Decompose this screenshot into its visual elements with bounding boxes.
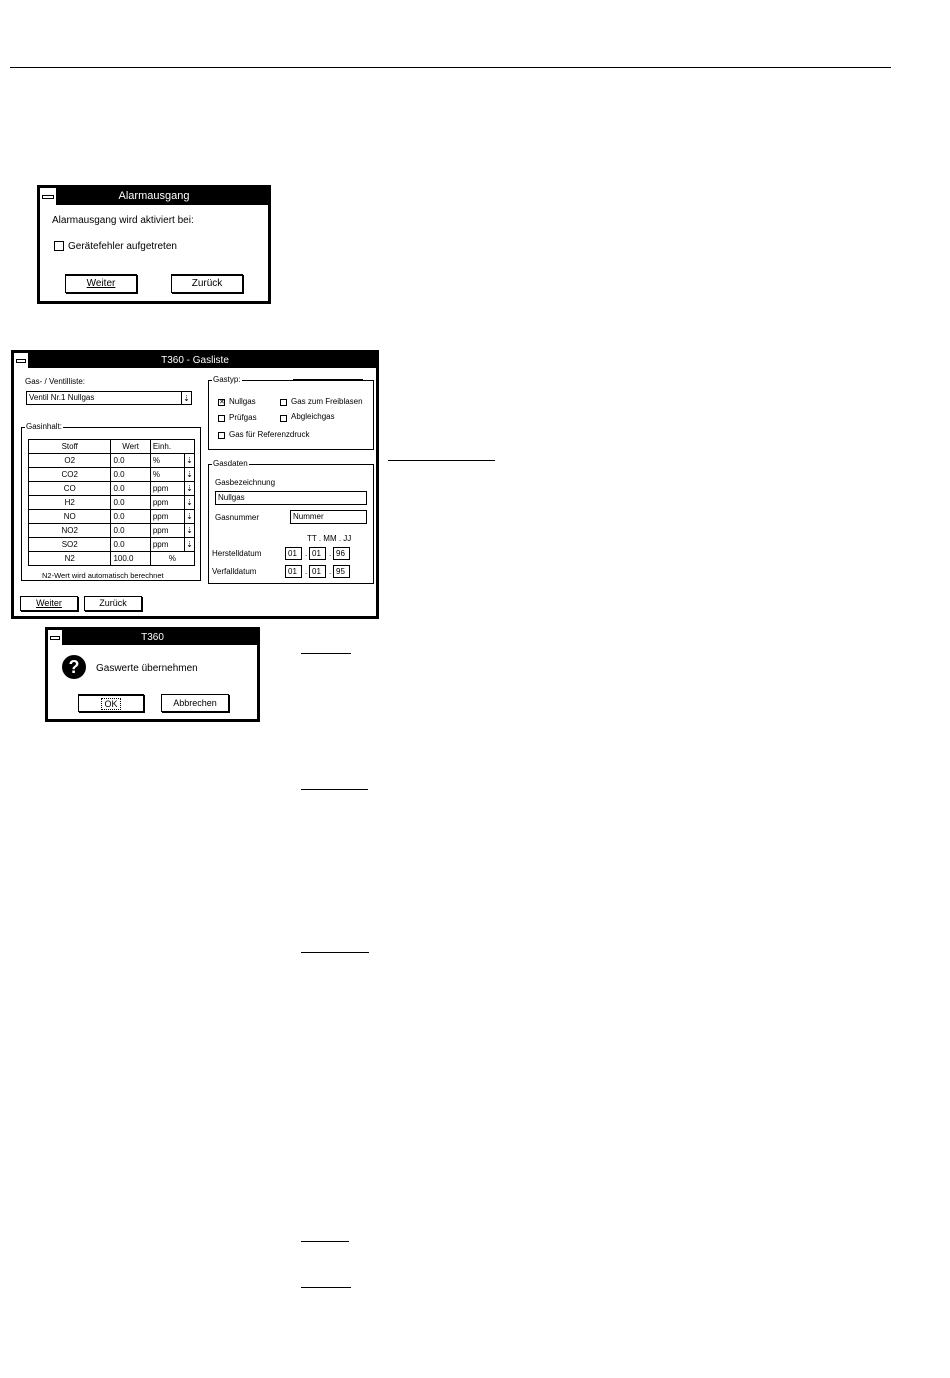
decorative-rule	[301, 789, 368, 790]
table-row	[29, 496, 195, 510]
alarm-back-label: Zurück	[191, 278, 223, 289]
header-value: Wert	[111, 440, 150, 454]
gas-name-value: Nullgas	[218, 493, 245, 502]
confirm-dialog-titlebar	[48, 630, 257, 645]
unit-dropdown[interactable]	[150, 468, 194, 482]
substance-cell: CO	[29, 482, 111, 496]
gas-list-titlebar	[14, 353, 376, 368]
dropdown-arrow-icon[interactable]: ⇣	[184, 482, 194, 495]
expiry-year-value: 95	[336, 567, 345, 576]
table-row	[29, 524, 195, 538]
confirm-dialog-title: T360	[141, 632, 164, 643]
alarm-next-label: Weiter	[86, 278, 116, 289]
decorative-rule	[298, 351, 358, 352]
confirm-message: Gaswerte übernehmen	[96, 663, 198, 674]
pruefgas-label: Prüfgas	[229, 413, 257, 422]
gas-list-dialog	[11, 350, 379, 619]
gas-back-button[interactable]	[84, 596, 142, 611]
dropdown-arrow-icon[interactable]: ⇣	[184, 538, 194, 551]
abgleichgas-label: Abgleichgas	[291, 412, 335, 421]
gas-number-input[interactable]	[290, 510, 367, 524]
gas-data-label: Gasdaten	[213, 459, 248, 468]
gas-list-title: T360 - Gasliste	[161, 355, 229, 366]
value-input[interactable]: 0.0	[111, 468, 150, 482]
gas-back-label: Zurück	[99, 598, 127, 608]
question-icon: ?	[62, 655, 86, 679]
gas-name-input[interactable]	[215, 491, 367, 505]
date-separator: .	[305, 567, 308, 576]
nullgas-checkbox[interactable]: ✕	[219, 399, 225, 406]
date-format-header: TT . MM . JJ	[307, 534, 352, 543]
dropdown-arrow-icon[interactable]: ⇣	[184, 510, 194, 523]
substance-cell: SO2	[29, 538, 111, 552]
manufacture-day-input[interactable]	[285, 547, 302, 560]
system-menu-icon[interactable]	[48, 630, 63, 645]
date-separator: .	[305, 549, 308, 558]
gas-content-group	[21, 422, 201, 581]
gas-data-group	[208, 459, 374, 584]
unit-value: %	[152, 456, 160, 465]
gas-number-label: Gasnummer	[215, 513, 260, 522]
manufacture-day-value: 01	[288, 549, 297, 558]
table-row	[29, 468, 195, 482]
gas-content-table	[28, 439, 195, 566]
expiry-day-input[interactable]	[285, 565, 302, 578]
substance-cell: O2	[29, 454, 111, 468]
freiblasen-checkbox[interactable]	[280, 399, 287, 406]
expiry-date-label: Verfalldatum	[212, 567, 257, 576]
date-separator: .	[329, 567, 332, 576]
nullgas-label: Nullgas	[229, 397, 256, 406]
unit-dropdown[interactable]	[150, 538, 194, 552]
expiry-day-value: 01	[288, 567, 297, 576]
unit-dropdown[interactable]	[150, 496, 194, 510]
value-input[interactable]: 0.0	[111, 482, 150, 496]
decorative-rule	[301, 1241, 349, 1242]
dropdown-arrow-icon[interactable]: ⇣	[181, 392, 191, 404]
unit-dropdown[interactable]	[150, 524, 194, 538]
substance-cell: H2	[29, 496, 111, 510]
decorative-rule	[301, 1287, 351, 1288]
n2-note: N2-Wert wird automatisch berechnet	[42, 571, 164, 580]
dropdown-arrow-icon[interactable]: ⇣	[184, 454, 194, 467]
gas-type-group	[208, 375, 374, 450]
n2-row	[29, 552, 195, 566]
unit-dropdown[interactable]	[150, 482, 194, 496]
valve-selected-value: Ventil Nr.1 Nullgas	[29, 393, 95, 402]
cancel-label: Abbrechen	[173, 698, 217, 708]
value-input[interactable]: 0.0	[111, 454, 150, 468]
ok-label: OK	[101, 698, 120, 710]
abgleichgas-checkbox[interactable]	[280, 415, 287, 422]
table-row	[29, 538, 195, 552]
n2-substance: N2	[29, 552, 111, 566]
unit-value: ppm	[152, 512, 169, 521]
manufacture-year-input[interactable]	[333, 547, 350, 560]
valve-list-label: Gas- / Ventilliste:	[25, 377, 86, 386]
header-unit: Einh.	[150, 440, 194, 454]
header-substance: Stoff	[29, 440, 111, 454]
table-row	[29, 454, 195, 468]
referenz-label: Gas für Referenzdruck	[229, 430, 310, 439]
confirm-dialog	[45, 627, 260, 722]
dropdown-arrow-icon[interactable]: ⇣	[184, 468, 194, 481]
alarm-dialog-title: Alarmausgang	[118, 190, 190, 202]
unit-dropdown[interactable]	[150, 510, 194, 524]
gas-number-value: Nummer	[293, 512, 324, 521]
n2-value: 100.0	[111, 552, 150, 566]
system-menu-icon[interactable]	[40, 188, 57, 205]
gas-type-label: Gastyp:	[213, 375, 241, 384]
date-separator: .	[329, 549, 332, 558]
pruefgas-checkbox[interactable]	[218, 415, 225, 422]
expiry-month-input[interactable]	[309, 565, 326, 578]
manufacture-month-input[interactable]	[309, 547, 326, 560]
table-row	[29, 482, 195, 496]
system-menu-icon[interactable]	[14, 353, 29, 368]
decorative-rule	[301, 653, 351, 654]
table-header-row	[29, 440, 195, 454]
dropdown-arrow-icon[interactable]: ⇣	[184, 496, 194, 509]
substance-cell: NO	[29, 510, 111, 524]
manufacture-year-value: 96	[336, 549, 345, 558]
value-input[interactable]: 0.0	[111, 496, 150, 510]
manufacture-date-label: Herstelldatum	[212, 549, 262, 558]
substance-cell: CO2	[29, 468, 111, 482]
cancel-button[interactable]	[161, 694, 229, 712]
gas-next-button[interactable]	[20, 596, 78, 611]
value-input[interactable]: 0.0	[111, 510, 150, 524]
freiblasen-label: Gas zum Freiblasen	[291, 397, 363, 406]
ok-button[interactable]	[78, 694, 144, 712]
alarm-dialog-titlebar	[40, 188, 268, 205]
device-error-label: Gerätefehler aufgetreten	[68, 241, 177, 252]
gas-name-label: Gasbezeichnung	[215, 478, 276, 487]
page-top-rule	[10, 67, 891, 68]
alarm-next-button[interactable]	[65, 274, 137, 293]
device-error-checkbox[interactable]	[54, 241, 64, 251]
table-row	[29, 510, 195, 524]
substance-cell: NO2	[29, 524, 111, 538]
unit-value: ppm	[152, 540, 169, 549]
value-input[interactable]: 0.0	[111, 524, 150, 538]
value-input[interactable]: 0.0	[111, 538, 150, 552]
gas-next-label: Weiter	[36, 598, 62, 608]
alarm-back-button[interactable]	[171, 274, 243, 293]
n2-unit: %	[150, 552, 194, 566]
gas-content-label: Gasinhalt:	[26, 422, 63, 431]
valve-list-dropdown[interactable]	[26, 391, 192, 405]
unit-value: ppm	[152, 526, 169, 535]
expiry-year-input[interactable]	[333, 565, 350, 578]
unit-value: ppm	[152, 498, 169, 507]
alarm-dialog	[37, 185, 271, 304]
expiry-month-value: 01	[312, 567, 321, 576]
referenz-checkbox[interactable]	[218, 432, 225, 439]
decorative-rule	[301, 952, 369, 953]
alarm-prompt: Alarmausgang wird aktiviert bei:	[52, 215, 194, 226]
decorative-rule	[388, 460, 495, 461]
decorative-rule	[293, 379, 363, 380]
unit-dropdown[interactable]	[150, 454, 194, 468]
manufacture-month-value: 01	[312, 549, 321, 558]
unit-value: %	[152, 470, 160, 479]
unit-value: ppm	[152, 484, 169, 493]
dropdown-arrow-icon[interactable]: ⇣	[184, 524, 194, 537]
